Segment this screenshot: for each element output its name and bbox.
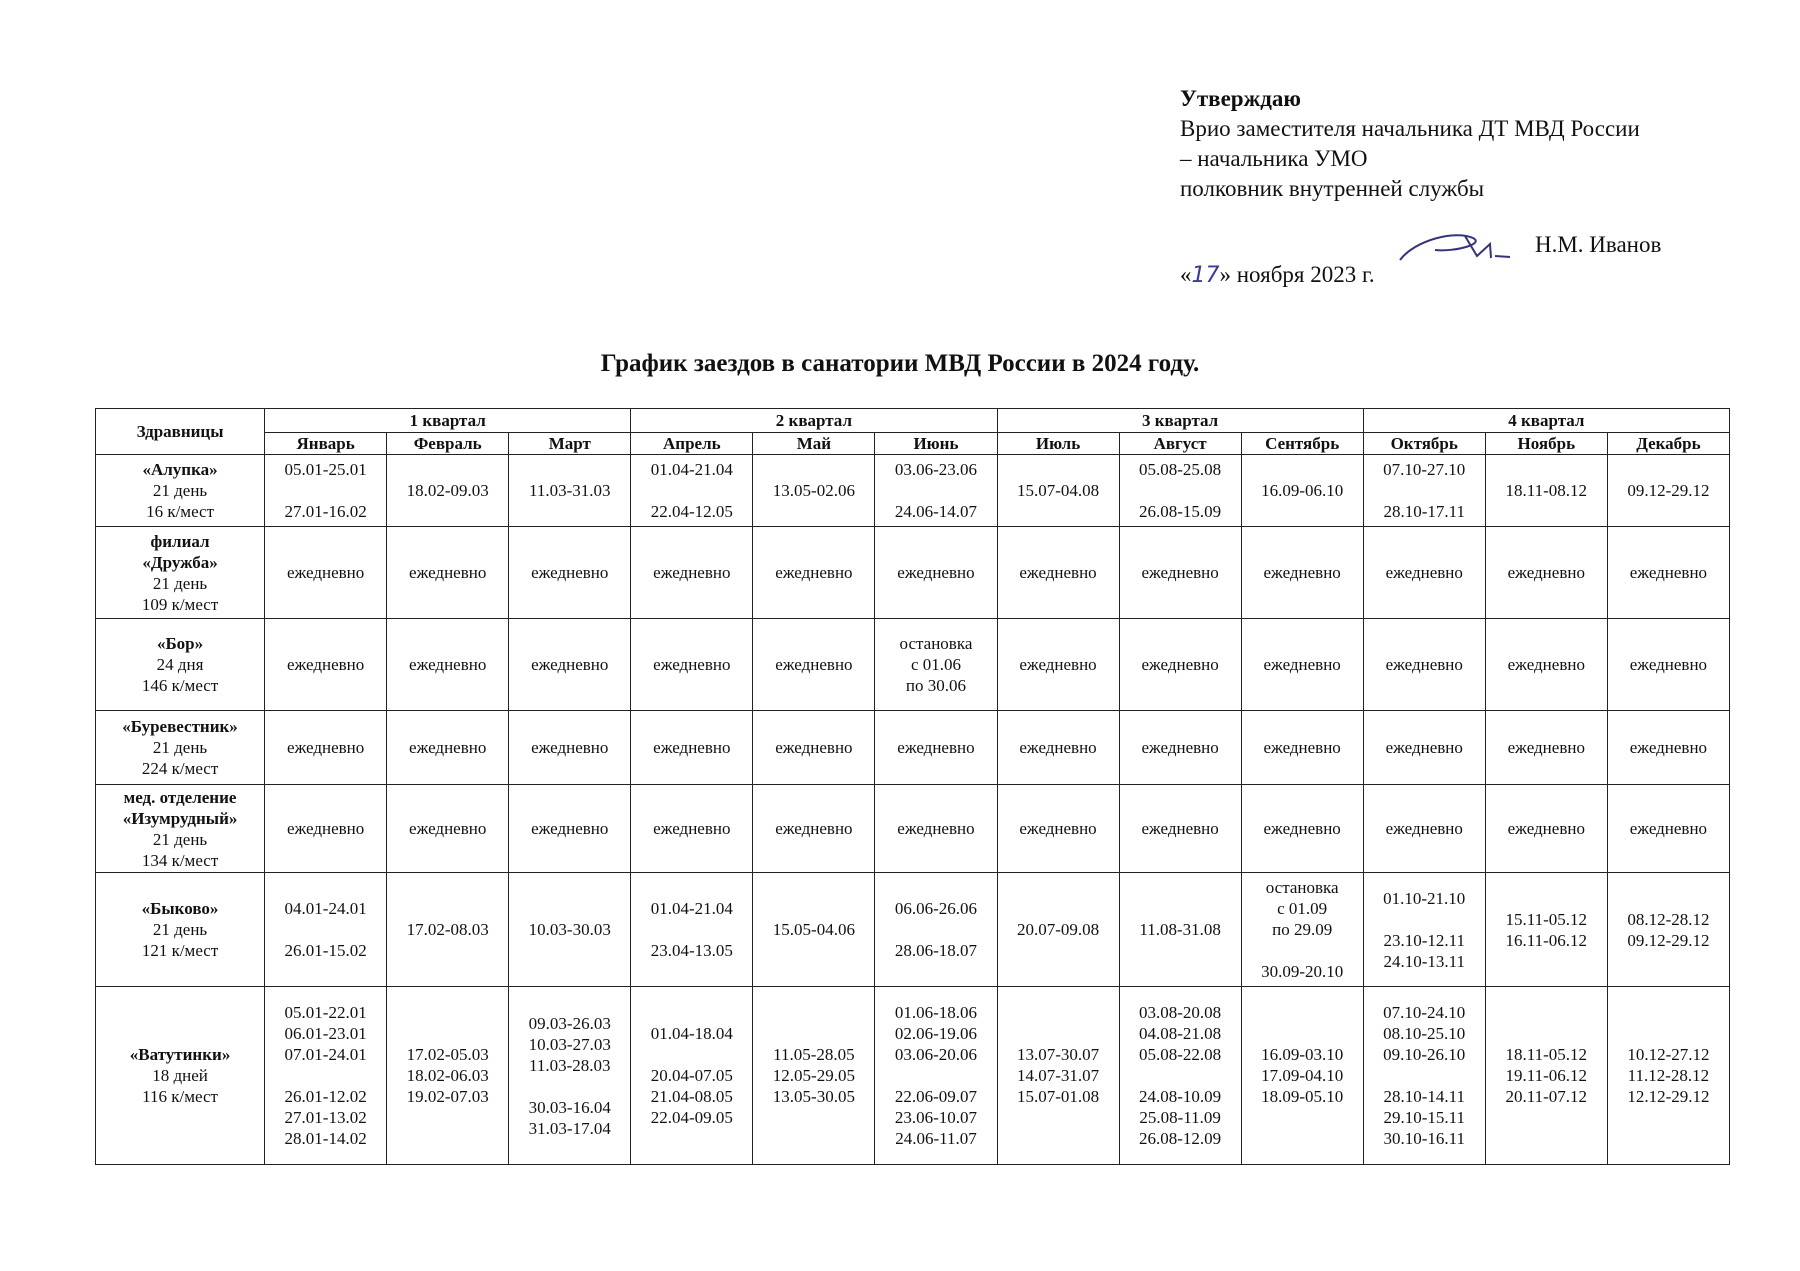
facility-duration-capacity: 18 дней 116 к/мест (142, 1066, 218, 1106)
facility-duration-capacity: 21 день 134 к/мест (141, 829, 219, 870)
quarter-header: 1 квартал (265, 409, 631, 433)
schedule-cell: 08.12-28.12 09.12-29.12 (1607, 873, 1729, 987)
column-header-facilities: Здравницы (96, 409, 265, 455)
schedule-cell: ежедневно (509, 711, 631, 785)
schedule-cell: ежедневно (1363, 785, 1485, 873)
month-header: Июнь (875, 433, 997, 455)
schedule-cell: 15.07-04.08 (997, 455, 1119, 527)
schedule-cell: ежедневно (875, 785, 997, 873)
schedule-cell: ежедневно (631, 711, 753, 785)
schedule-cell: 09.12-29.12 (1607, 455, 1729, 527)
schedule-cell: ежедневно (631, 785, 753, 873)
quarter-header: 3 квартал (997, 409, 1363, 433)
schedule-cell: ежедневно (1119, 785, 1241, 873)
schedule-cell: ежедневно (1241, 619, 1363, 711)
schedule-cell: остановка с 01.06 по 30.06 (875, 619, 997, 711)
month-header: Август (1119, 433, 1241, 455)
schedule-cell: 06.06-26.06 28.06-18.07 (875, 873, 997, 987)
page-title: График заездов в санатории МВД России в 2024 году. (600, 350, 1200, 377)
schedule-cell: ежедневно (1363, 711, 1485, 785)
schedule-cell: ежедневно (509, 785, 631, 873)
date-month-year: » ноября 2023 г. (1219, 262, 1375, 287)
schedule-cell: ежедневно (875, 711, 997, 785)
facility-cell (96, 455, 265, 527)
schedule-cell: ежедневно (387, 619, 509, 711)
facility-row (96, 455, 1730, 527)
schedule-cell: ежедневно (753, 527, 875, 619)
month-header: Декабрь (1607, 433, 1729, 455)
facility-cell (96, 873, 265, 987)
schedule-cell: ежедневно (1485, 527, 1607, 619)
schedule-cell: остановка с 01.09 по 29.09 30.09-20.10 (1241, 873, 1363, 987)
facility-name: «Алупка» (142, 460, 218, 479)
schedule-cell: ежедневно (387, 711, 509, 785)
month-header: Апрель (631, 433, 753, 455)
schedule-cell: 16.09-06.10 (1241, 455, 1363, 527)
schedule-cell: ежедневно (997, 527, 1119, 619)
month-header: Ноябрь (1485, 433, 1607, 455)
schedule-cell: 20.07-09.08 (997, 873, 1119, 987)
month-header: Октябрь (1363, 433, 1485, 455)
approval-position-line2: – начальника УМО (1180, 146, 1368, 171)
schedule-cell: ежедневно (631, 527, 753, 619)
approval-block (1180, 84, 1640, 204)
facility-cell (96, 711, 265, 785)
schedule-cell: 11.08-31.08 (1119, 873, 1241, 987)
schedule-cell: ежедневно (875, 527, 997, 619)
month-header: Сентябрь (1241, 433, 1363, 455)
schedule-cell: 13.05-02.06 (753, 455, 875, 527)
schedule-cell: 18.11-05.12 19.11-06.12 20.11-07.12 (1485, 987, 1607, 1165)
schedule-cell: 10.12-27.12 11.12-28.12 12.12-29.12 (1607, 987, 1729, 1165)
schedule-cell: ежедневно (1607, 619, 1729, 711)
schedule-cell: ежедневно (997, 711, 1119, 785)
facility-row (96, 711, 1730, 785)
schedule-cell: 15.05-04.06 (753, 873, 875, 987)
schedule-cell: ежедневно (1607, 785, 1729, 873)
signer-name: Н.М. Иванов (1535, 232, 1662, 257)
schedule-cell: 13.07-30.07 14.07-31.07 15.07-01.08 (997, 987, 1119, 1165)
schedule-cell: ежедневно (997, 619, 1119, 711)
facility-name: «Ватутинки» (129, 1045, 231, 1064)
schedule-cell: 18.11-08.12 (1485, 455, 1607, 527)
schedule-cell: ежедневно (1485, 619, 1607, 711)
schedule-cell: 11.05-28.05 12.05-29.05 13.05-30.05 (753, 987, 875, 1165)
schedule-cell: 04.01-24.01 26.01-15.02 (265, 873, 387, 987)
schedule-cell: ежедневно (753, 711, 875, 785)
signature-mark (1395, 230, 1515, 270)
schedule-cell: 17.02-05.03 18.02-06.03 19.02-07.03 (387, 987, 509, 1165)
facility-row (96, 785, 1730, 873)
month-header: Январь (265, 433, 387, 455)
schedule-cell: 15.11-05.12 16.11-06.12 (1485, 873, 1607, 987)
schedule-cell: ежедневно (265, 619, 387, 711)
approval-date (1180, 262, 1375, 288)
schedule-cell: ежедневно (265, 527, 387, 619)
schedule-cell: ежедневно (1485, 785, 1607, 873)
schedule-cell: ежедневно (1241, 711, 1363, 785)
facility-row (96, 619, 1730, 711)
schedule-cell: 05.08-25.08 26.08-15.09 (1119, 455, 1241, 527)
facility-name: «Быково» (141, 899, 219, 918)
quarter-header: 2 квартал (631, 409, 997, 433)
facility-cell (96, 527, 265, 619)
month-header: Март (509, 433, 631, 455)
schedule-cell: 17.02-08.03 (387, 873, 509, 987)
schedule-cell: ежедневно (265, 785, 387, 873)
facility-duration-capacity: 21 день 16 к/мест (146, 481, 215, 521)
facility-duration-capacity: 21 день 121 к/мест (141, 920, 219, 960)
facility-cell (96, 785, 265, 873)
date-open-quote: « (1180, 262, 1192, 287)
schedule-cell: 01.06-18.06 02.06-19.06 03.06-20.06 22.06-09.07 23.06-10.07 24.06-11.07 (875, 987, 997, 1165)
schedule-cell: 09.03-26.03 10.03-27.03 11.03-28.03 30.03-16.04 31.03-17.04 (509, 987, 631, 1165)
facility-duration-capacity: 21 день 109 к/мест (141, 573, 219, 614)
approval-rank: полковник внутренней службы (1180, 176, 1485, 201)
schedule-cell: ежедневно (753, 785, 875, 873)
schedule-cell: ежедневно (997, 785, 1119, 873)
facility-duration-capacity: 21 день 224 к/мест (141, 738, 219, 778)
schedule-cell: ежедневно (509, 527, 631, 619)
schedule-cell: ежедневно (387, 527, 509, 619)
facility-row (96, 987, 1730, 1165)
schedule-cell: 18.02-09.03 (387, 455, 509, 527)
schedule-cell: ежедневно (1485, 711, 1607, 785)
facility-name: «Буревестник» (122, 717, 238, 736)
schedule-cell: ежедневно (1119, 527, 1241, 619)
month-header: Май (753, 433, 875, 455)
schedule-cell: 16.09-03.10 17.09-04.10 18.09-05.10 (1241, 987, 1363, 1165)
schedule-cell: 01.04-21.04 22.04-12.05 (631, 455, 753, 527)
month-header-row (96, 433, 1730, 455)
facility-name: «Бор» (156, 634, 204, 653)
approval-heading: Утверждаю (1180, 86, 1301, 111)
schedule-cell: 01.04-21.04 23.04-13.05 (631, 873, 753, 987)
schedule-cell: ежедневно (1363, 527, 1485, 619)
quarter-header: 4 квартал (1363, 409, 1729, 433)
schedule-cell: ежедневно (265, 711, 387, 785)
schedule-cell: 05.01-22.01 06.01-23.01 07.01-24.01 26.01-12.02 27.01-13.02 28.01-14.02 (265, 987, 387, 1165)
schedule-cell: ежедневно (753, 619, 875, 711)
schedule-cell: 03.06-23.06 24.06-14.07 (875, 455, 997, 527)
facility-name: филиал «Дружба» (142, 531, 218, 572)
schedule-cell: ежедневно (1607, 527, 1729, 619)
schedule-cell: ежедневно (1119, 711, 1241, 785)
schedule-cell: 10.03-30.03 (509, 873, 631, 987)
schedule-cell: ежедневно (1241, 527, 1363, 619)
facility-cell (96, 619, 265, 711)
facility-row (96, 873, 1730, 987)
date-day-handwritten: 17 (1191, 263, 1220, 288)
schedule-cell: 07.10-27.10 28.10-17.11 (1363, 455, 1485, 527)
schedule-cell: ежедневно (1607, 711, 1729, 785)
schedule-table (95, 408, 1730, 1165)
schedule-cell: ежедневно (1241, 785, 1363, 873)
facility-cell (96, 987, 265, 1165)
schedule-cell: 01.10-21.10 23.10-12.11 24.10-13.11 (1363, 873, 1485, 987)
schedule-cell: 01.04-18.04 20.04-07.05 21.04-08.05 22.04-09.05 (631, 987, 753, 1165)
schedule-cell: 11.03-31.03 (509, 455, 631, 527)
month-header: Июль (997, 433, 1119, 455)
schedule-cell: ежедневно (631, 619, 753, 711)
schedule-cell: 05.01-25.01 27.01-16.02 (265, 455, 387, 527)
quarter-header-row (96, 409, 1730, 433)
facility-name: мед. отделение «Изумрудный» (122, 787, 238, 828)
schedule-cell: 07.10-24.10 08.10-25.10 09.10-26.10 28.10-14.11 29.10-15.11 30.10-16.11 (1363, 987, 1485, 1165)
facility-duration-capacity: 24 дня 146 к/мест (141, 655, 219, 695)
schedule-cell: ежедневно (509, 619, 631, 711)
schedule-cell: ежедневно (387, 785, 509, 873)
facility-row (96, 527, 1730, 619)
month-header: Февраль (387, 433, 509, 455)
schedule-cell: ежедневно (1363, 619, 1485, 711)
approval-position-line1: Врио заместителя начальника ДТ МВД России (1180, 116, 1640, 141)
schedule-cell: 03.08-20.08 04.08-21.08 05.08-22.08 24.08-10.09 25.08-11.09 26.08-12.09 (1119, 987, 1241, 1165)
schedule-cell: ежедневно (1119, 619, 1241, 711)
